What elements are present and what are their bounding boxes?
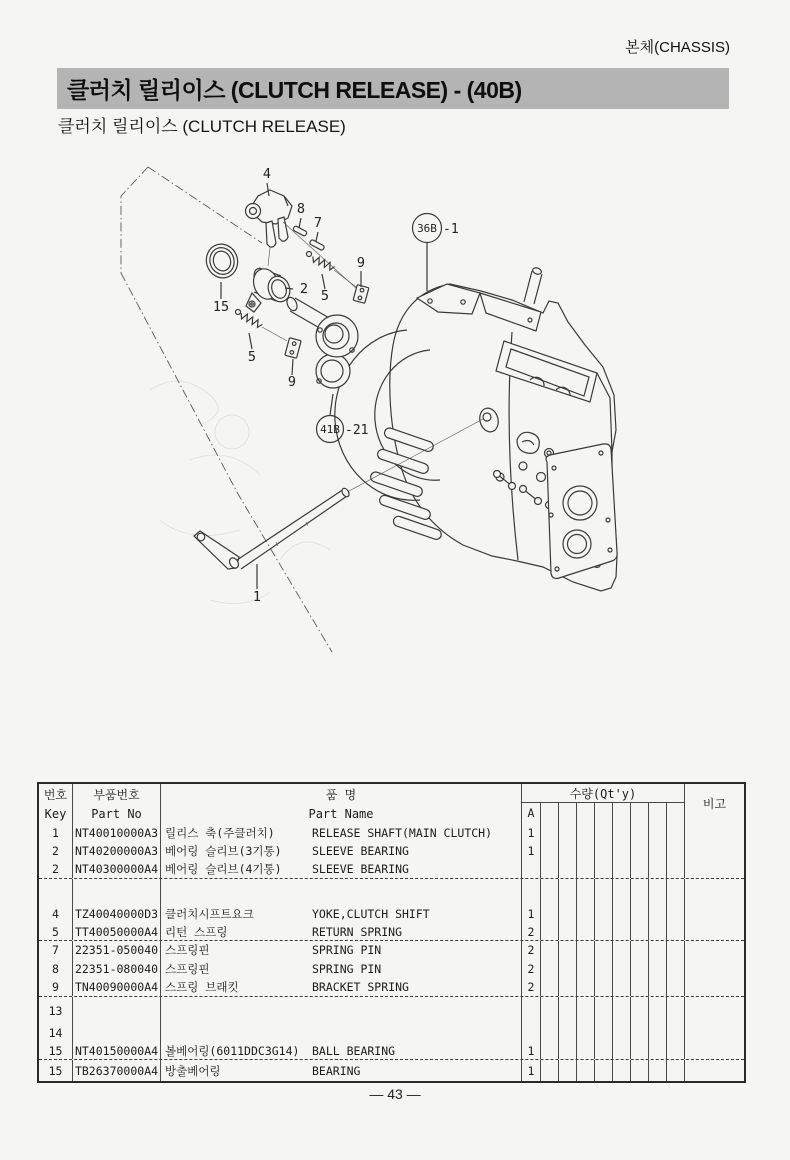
cell-qty-a: 2 bbox=[522, 923, 541, 940]
cell-qty bbox=[649, 905, 667, 923]
cell-qty-a bbox=[522, 997, 541, 1024]
cell-part-name bbox=[161, 1024, 522, 1042]
header-key-kr: 번호 bbox=[43, 788, 68, 802]
cell-name-kr: 스프링 브래킷 bbox=[165, 980, 239, 994]
cell-key: 13 bbox=[39, 997, 73, 1024]
cell-qty bbox=[559, 1024, 577, 1042]
cell-part-no bbox=[73, 879, 161, 905]
cell-qty bbox=[613, 941, 631, 959]
page-subtitle: 클러치 릴리이스 (CLUTCH RELEASE) bbox=[58, 117, 346, 136]
cell-qty-a: 2 bbox=[522, 941, 541, 959]
cell-key bbox=[39, 879, 73, 905]
spring-bracket-lower-part bbox=[285, 338, 301, 358]
cell-qty bbox=[631, 842, 649, 860]
ref-bubble-41b-label: 41B bbox=[320, 423, 340, 436]
table-row bbox=[39, 1024, 744, 1042]
cell-qty-a: 1 bbox=[522, 823, 541, 842]
cell-qty bbox=[649, 978, 667, 996]
cell-qty bbox=[559, 941, 577, 959]
table-header-row bbox=[39, 784, 744, 823]
cell-qty bbox=[667, 959, 685, 978]
cell-qty bbox=[649, 842, 667, 860]
cell-qty bbox=[613, 823, 631, 842]
cell-qty bbox=[667, 842, 685, 860]
cell-part-no: TB26370000A4 bbox=[73, 1060, 161, 1081]
cell-qty bbox=[649, 860, 667, 878]
cell-qty bbox=[631, 923, 649, 940]
cell-part-no: TZ40040000D3 bbox=[73, 905, 161, 923]
cell-key: 15 bbox=[39, 1060, 73, 1081]
cell-remarks bbox=[685, 978, 744, 996]
cell-remarks bbox=[685, 823, 744, 842]
cell-name-kr: 베어링 슬리브(4기통) bbox=[165, 862, 282, 876]
cell-qty bbox=[667, 860, 685, 878]
callout-15: 15 bbox=[212, 299, 230, 315]
cell-name-en: SLEEVE BEARING bbox=[312, 862, 409, 876]
cell-qty-a: 1 bbox=[522, 1042, 541, 1059]
header-key bbox=[39, 784, 73, 823]
cell-key: 5 bbox=[39, 923, 73, 940]
cell-qty bbox=[613, 860, 631, 878]
cell-qty bbox=[667, 1060, 685, 1081]
cell-qty bbox=[595, 1024, 613, 1042]
cell-qty bbox=[541, 860, 559, 878]
cell-qty bbox=[541, 959, 559, 978]
cell-qty bbox=[559, 1042, 577, 1059]
cell-qty-a bbox=[522, 1024, 541, 1042]
cell-key: 2 bbox=[39, 860, 73, 878]
cell-qty bbox=[541, 879, 559, 905]
cell-remarks bbox=[685, 860, 744, 878]
cell-part-name bbox=[161, 860, 522, 878]
cell-qty bbox=[631, 1060, 649, 1081]
parts-table-body bbox=[39, 823, 744, 1081]
cell-qty bbox=[667, 905, 685, 923]
cell-qty bbox=[541, 905, 559, 923]
cell-part-name bbox=[161, 941, 522, 959]
header-part-name bbox=[161, 784, 522, 823]
ref-bubble-36b bbox=[413, 214, 459, 243]
cell-qty bbox=[613, 1042, 631, 1059]
cell-qty bbox=[631, 997, 649, 1024]
cell-part-name bbox=[161, 997, 522, 1024]
cell-qty bbox=[559, 997, 577, 1024]
cell-qty bbox=[559, 923, 577, 940]
ref-bubble-36b-suffix: -1 bbox=[443, 222, 459, 237]
cell-part-no: TN40090000A4 bbox=[73, 978, 161, 996]
header-qty-a: A bbox=[522, 803, 541, 823]
cell-qty bbox=[577, 978, 595, 996]
cell-qty bbox=[649, 997, 667, 1024]
cell-qty bbox=[667, 823, 685, 842]
cell-qty bbox=[631, 941, 649, 959]
cell-name-en: SPRING PIN bbox=[312, 943, 382, 957]
callout-4: 4 bbox=[262, 166, 272, 182]
cell-qty bbox=[649, 959, 667, 978]
cell-remarks bbox=[685, 1060, 744, 1081]
cell-name-en: RETURN SPRING bbox=[312, 924, 403, 939]
cell-part-no: TT40050000A4 bbox=[73, 923, 161, 940]
cell-qty bbox=[613, 842, 631, 860]
header-name-kr: 품 명 bbox=[325, 788, 357, 802]
cell-remarks bbox=[685, 905, 744, 923]
cell-qty bbox=[613, 879, 631, 905]
cell-qty-a: 1 bbox=[522, 905, 541, 923]
cell-qty bbox=[559, 842, 577, 860]
cell-qty bbox=[649, 879, 667, 905]
cell-qty bbox=[595, 1060, 613, 1081]
cell-qty-a: 1 bbox=[522, 842, 541, 860]
cell-qty bbox=[577, 959, 595, 978]
cell-qty bbox=[577, 860, 595, 878]
callout-9-lower: 9 bbox=[287, 374, 297, 390]
cell-qty-a: 1 bbox=[522, 1060, 541, 1081]
cell-qty bbox=[667, 879, 685, 905]
header-qty-subcolumns bbox=[522, 803, 685, 823]
cell-qty bbox=[595, 959, 613, 978]
cell-qty bbox=[613, 959, 631, 978]
cell-qty bbox=[541, 997, 559, 1024]
cell-name-kr: 볼베어링(6011DDC3G14) bbox=[165, 1043, 300, 1058]
cell-key: 2 bbox=[39, 842, 73, 860]
cell-qty-a: 2 bbox=[522, 959, 541, 978]
header-key-en: Key bbox=[44, 807, 67, 821]
cell-qty bbox=[541, 1060, 559, 1081]
table-row bbox=[39, 941, 744, 959]
cell-qty bbox=[559, 959, 577, 978]
cell-qty bbox=[595, 879, 613, 905]
table-row bbox=[39, 978, 744, 997]
cell-qty bbox=[649, 823, 667, 842]
cell-name-kr: 스프링핀 bbox=[165, 943, 210, 957]
header-partno-kr: 부품번호 bbox=[93, 788, 140, 802]
cell-qty bbox=[595, 842, 613, 860]
cell-qty bbox=[577, 1060, 595, 1081]
cell-qty bbox=[613, 997, 631, 1024]
cell-key: 8 bbox=[39, 959, 73, 978]
cell-qty bbox=[667, 941, 685, 959]
cell-qty bbox=[559, 905, 577, 923]
cell-qty bbox=[577, 905, 595, 923]
cell-qty bbox=[577, 1024, 595, 1042]
cell-qty bbox=[577, 842, 595, 860]
cell-part-no: 22351-080040 bbox=[73, 959, 161, 978]
callout-2: 2 bbox=[299, 281, 309, 297]
table-row bbox=[39, 860, 744, 879]
cell-qty bbox=[559, 1060, 577, 1081]
cell-qty bbox=[595, 997, 613, 1024]
cell-key: 4 bbox=[39, 905, 73, 923]
page-title: 클러치 릴리이스 (CLUTCH RELEASE) - (40B) bbox=[67, 77, 522, 103]
cell-part-no: NT40150000A4 bbox=[73, 1042, 161, 1059]
table-row bbox=[39, 842, 744, 860]
cell-qty bbox=[595, 1042, 613, 1059]
cell-qty bbox=[613, 1060, 631, 1081]
transmission-housing bbox=[335, 267, 617, 591]
cell-qty bbox=[595, 823, 613, 842]
cell-name-en: SPRING PIN bbox=[312, 961, 382, 976]
cell-key: 1 bbox=[39, 823, 73, 842]
cell-qty bbox=[577, 923, 595, 940]
cell-part-name bbox=[161, 823, 522, 842]
cell-part-no: NT40200000A3 bbox=[73, 842, 161, 860]
cell-qty bbox=[631, 860, 649, 878]
cell-remarks bbox=[685, 941, 744, 959]
cell-remarks bbox=[685, 1042, 744, 1059]
cell-part-no: 22351-050040 bbox=[73, 941, 161, 959]
cell-name-en: SLEEVE BEARING bbox=[312, 844, 409, 858]
cell-qty bbox=[631, 879, 649, 905]
cell-qty-a: 2 bbox=[522, 978, 541, 996]
cell-qty bbox=[595, 860, 613, 878]
table-row bbox=[39, 823, 744, 842]
cell-remarks bbox=[685, 842, 744, 860]
cell-name-kr: 방출베어링 bbox=[165, 1063, 221, 1078]
cell-part-name bbox=[161, 1060, 522, 1081]
cell-part-no: NT40300000A4 bbox=[73, 860, 161, 878]
cell-part-name bbox=[161, 923, 522, 940]
callout-1: 1 bbox=[252, 589, 262, 605]
cell-qty bbox=[577, 1042, 595, 1059]
page-number: — 43 — bbox=[369, 1086, 421, 1102]
cell-qty bbox=[631, 978, 649, 996]
phantom-boundary-lines bbox=[121, 167, 332, 652]
cell-qty bbox=[631, 823, 649, 842]
cell-name-en: BRACKET SPRING bbox=[312, 980, 409, 994]
return-spring-lower-part bbox=[236, 310, 288, 342]
cell-remarks bbox=[685, 959, 744, 978]
cell-qty bbox=[649, 923, 667, 940]
header-partno-en: Part No bbox=[91, 807, 142, 821]
cell-part-no bbox=[73, 997, 161, 1024]
cell-part-name bbox=[161, 978, 522, 996]
cell-name-kr: 릴리스 축(주클러치) bbox=[165, 825, 275, 840]
header-name-en: Part Name bbox=[308, 807, 374, 821]
cell-part-name bbox=[161, 905, 522, 923]
cell-name-en: BEARING bbox=[312, 1063, 361, 1078]
cell-qty bbox=[613, 905, 631, 923]
cell-qty bbox=[577, 997, 595, 1024]
cell-name-kr: 클러치시프트요크 bbox=[165, 907, 254, 921]
cell-qty bbox=[541, 842, 559, 860]
cell-key: 15 bbox=[39, 1042, 73, 1059]
cell-qty bbox=[667, 923, 685, 940]
ref-bubble-36b-label: 36B bbox=[417, 222, 437, 235]
table-row bbox=[39, 923, 744, 941]
callout-8: 8 bbox=[296, 201, 306, 217]
callout-5-upper: 5 bbox=[320, 288, 330, 304]
header-remarks: 비고 bbox=[702, 797, 727, 811]
cell-name-en: BALL BEARING bbox=[312, 1043, 396, 1058]
cell-qty bbox=[631, 905, 649, 923]
cell-qty bbox=[541, 823, 559, 842]
cell-qty bbox=[541, 923, 559, 940]
cell-remarks bbox=[685, 879, 744, 905]
cell-part-name bbox=[161, 959, 522, 978]
parts-table bbox=[37, 782, 746, 1083]
bleed-through-ghost bbox=[150, 381, 330, 603]
cell-name-kr: 베어링 슬리브(3기통) bbox=[165, 844, 282, 858]
cell-name-en: RELEASE SHAFT(MAIN CLUTCH) bbox=[312, 825, 493, 840]
ref-bubble-41b bbox=[317, 416, 369, 443]
cell-qty bbox=[613, 978, 631, 996]
cell-part-name bbox=[161, 879, 522, 905]
table-row bbox=[39, 959, 744, 978]
cell-qty bbox=[595, 923, 613, 940]
cell-key: 9 bbox=[39, 978, 73, 996]
cell-qty bbox=[541, 941, 559, 959]
cell-qty bbox=[541, 1024, 559, 1042]
cell-qty-a bbox=[522, 860, 541, 878]
cell-qty bbox=[577, 879, 595, 905]
cell-qty bbox=[667, 997, 685, 1024]
clutch-shift-yoke-part bbox=[246, 190, 293, 266]
cell-qty bbox=[667, 1024, 685, 1042]
cell-qty-a bbox=[522, 879, 541, 905]
cell-name-en: YOKE,CLUTCH SHIFT bbox=[312, 907, 430, 921]
cell-remarks bbox=[685, 1024, 744, 1042]
cell-qty bbox=[667, 978, 685, 996]
cell-qty bbox=[595, 978, 613, 996]
callout-9-upper: 9 bbox=[356, 255, 366, 271]
cell-name-kr: 스프링핀 bbox=[165, 961, 210, 976]
cell-qty bbox=[577, 941, 595, 959]
cell-qty bbox=[649, 941, 667, 959]
table-row bbox=[39, 997, 744, 1024]
table-row bbox=[39, 1060, 744, 1081]
cell-qty bbox=[613, 923, 631, 940]
cell-qty bbox=[541, 1042, 559, 1059]
cell-qty bbox=[595, 941, 613, 959]
cell-qty bbox=[559, 978, 577, 996]
cell-name-kr: 리턴 스프링 bbox=[165, 924, 228, 939]
cell-remarks bbox=[685, 923, 744, 940]
cell-qty bbox=[613, 1024, 631, 1042]
cell-qty bbox=[631, 959, 649, 978]
cell-key: 7 bbox=[39, 941, 73, 959]
cell-part-no bbox=[73, 1024, 161, 1042]
callout-7: 7 bbox=[313, 215, 323, 231]
cell-qty bbox=[559, 823, 577, 842]
cell-qty bbox=[649, 1024, 667, 1042]
spring-pin-7-part bbox=[309, 239, 325, 250]
header-qty-label: 수량(Qt'y) bbox=[522, 784, 685, 803]
table-row bbox=[39, 905, 744, 923]
cell-qty bbox=[595, 905, 613, 923]
header-part-no bbox=[73, 784, 161, 823]
cell-qty bbox=[577, 823, 595, 842]
cell-key: 14 bbox=[39, 1024, 73, 1042]
spring-pin-8-part bbox=[293, 226, 308, 237]
cell-qty bbox=[559, 860, 577, 878]
table-row-blank bbox=[39, 879, 744, 905]
cell-part-no: NT40010000A3 bbox=[73, 823, 161, 842]
table-row bbox=[39, 1042, 744, 1060]
ball-bearing-part bbox=[202, 240, 242, 282]
ref-bubble-41b-suffix: -21 bbox=[345, 423, 369, 438]
cell-qty bbox=[541, 978, 559, 996]
cell-part-name bbox=[161, 842, 522, 860]
cell-qty bbox=[631, 1042, 649, 1059]
cell-qty bbox=[649, 1042, 667, 1059]
cell-qty bbox=[667, 1042, 685, 1059]
cell-qty bbox=[559, 879, 577, 905]
header-qty-group bbox=[522, 784, 685, 823]
cell-qty bbox=[649, 1060, 667, 1081]
cell-part-name bbox=[161, 1042, 522, 1059]
cell-remarks bbox=[685, 997, 744, 1024]
callout-5-lower: 5 bbox=[247, 349, 257, 365]
chassis-section-label: 본체(CHASSIS) bbox=[625, 39, 730, 56]
cell-qty bbox=[631, 1024, 649, 1042]
